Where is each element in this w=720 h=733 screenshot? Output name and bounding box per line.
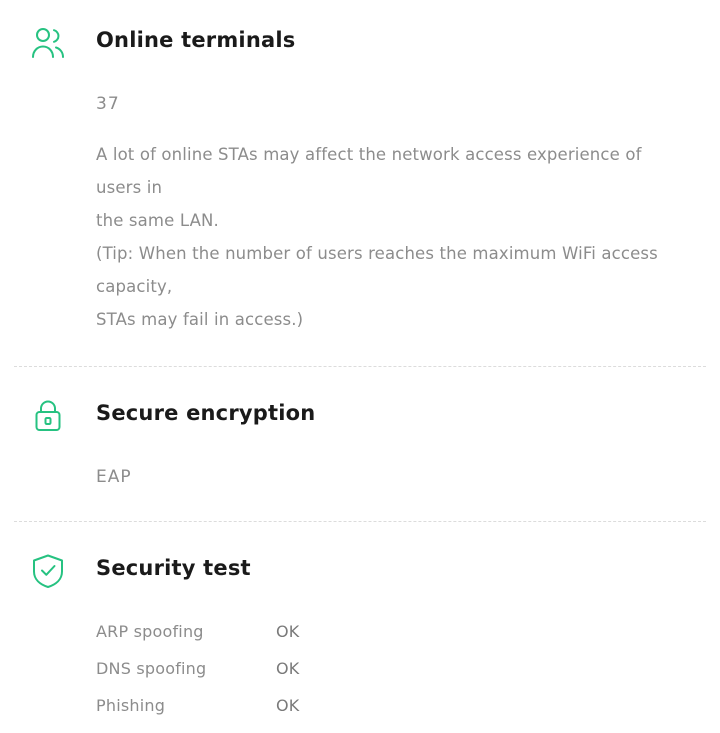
section-header bbox=[0, 395, 696, 435]
users-icon bbox=[29, 24, 67, 62]
table-row bbox=[96, 622, 660, 659]
shield-check-icon bbox=[29, 552, 67, 590]
lock-icon bbox=[29, 397, 67, 435]
section-header bbox=[0, 22, 696, 62]
section-title: Secure encryption bbox=[96, 401, 316, 425]
section-body bbox=[0, 62, 696, 336]
section-online-terminals bbox=[0, 0, 720, 336]
description-line: the same LAN. bbox=[96, 211, 219, 230]
section-title: Security test bbox=[96, 556, 251, 580]
test-name: DNS spoofing bbox=[96, 659, 207, 678]
icon-column bbox=[0, 22, 96, 62]
section-body bbox=[0, 590, 696, 733]
section-title: Online terminals bbox=[96, 28, 296, 52]
section-header bbox=[0, 550, 696, 590]
online-terminals-count: 37 bbox=[96, 94, 120, 114]
test-result: OK bbox=[276, 622, 300, 641]
test-name: Phishing bbox=[96, 696, 166, 715]
encryption-value: EAP bbox=[96, 467, 132, 487]
table-row bbox=[96, 659, 660, 696]
description-line: (Tip: When the number of users reaches the maximum WiFi access capacity, bbox=[96, 244, 658, 296]
description-line: STAs may fail in access.) bbox=[96, 310, 304, 329]
test-result: OK bbox=[276, 696, 300, 715]
description-line: A lot of online STAs may affect the network access experience of users in bbox=[96, 145, 642, 197]
section-security-test bbox=[0, 522, 720, 733]
test-name: ARP spoofing bbox=[96, 622, 204, 641]
table-row bbox=[96, 696, 660, 733]
security-test-table bbox=[96, 622, 660, 733]
online-terminals-description bbox=[96, 114, 660, 336]
section-body bbox=[0, 435, 696, 487]
section-secure-encryption bbox=[0, 367, 720, 487]
icon-column bbox=[0, 395, 96, 435]
test-result: OK bbox=[276, 659, 300, 678]
icon-column bbox=[0, 550, 96, 590]
